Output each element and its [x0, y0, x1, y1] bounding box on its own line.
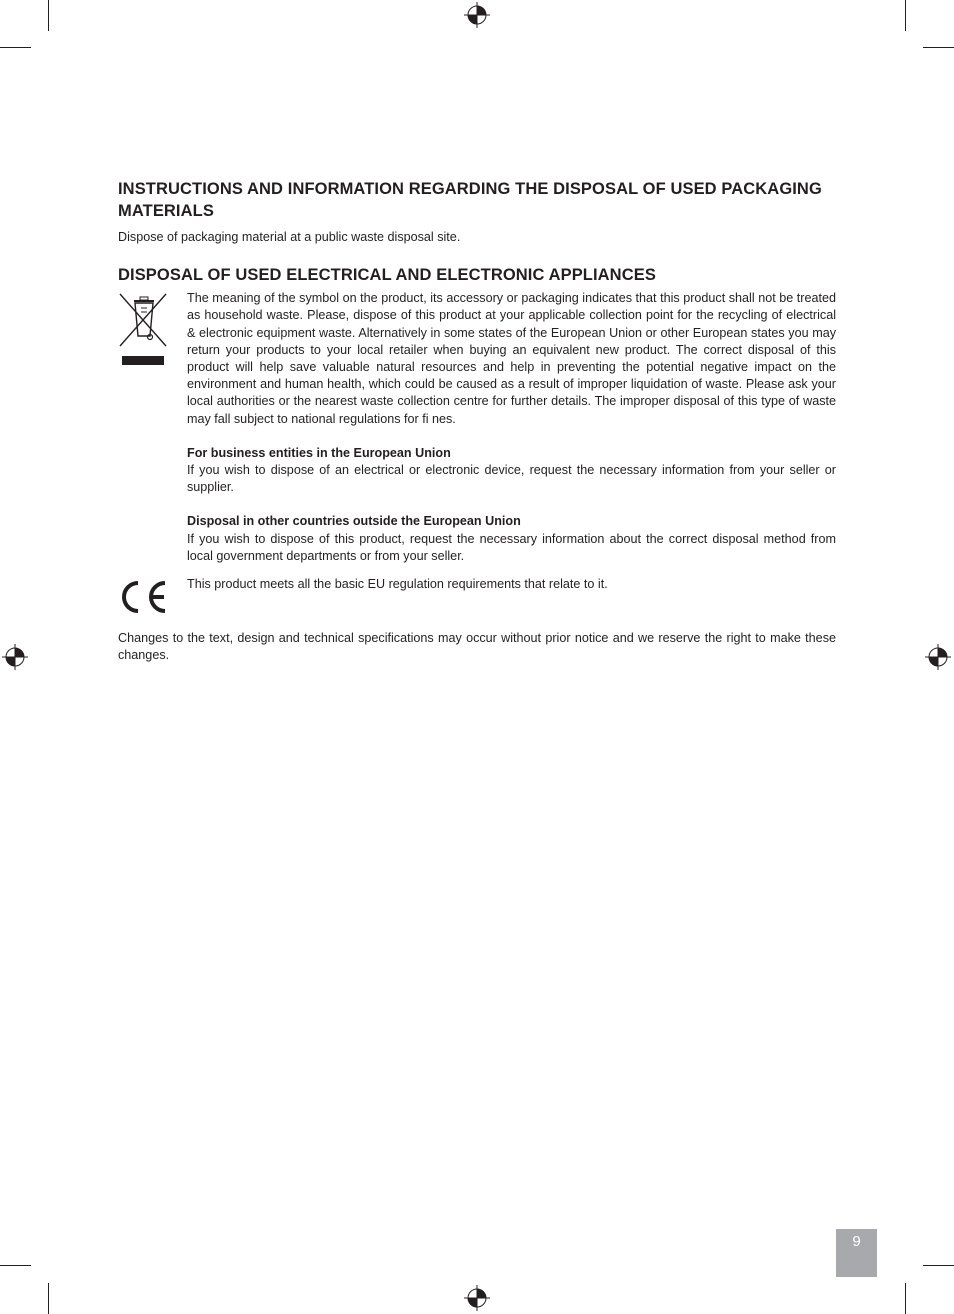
packaging-body: Dispose of packaging material at a public waste disposal site.	[118, 230, 461, 244]
weee-body: The meaning of the symbol on the product, its accessory or packaging indicates that this product shall not be treated as household waste. Please, dispose of this product at your applicable collection point for the recycling of electrical & electronic equipment waste. Alternatively in some states of the European Union or other European states you may return your products to your local retailer when buying an equivalent new product. The correct disposal of this product will help save valuable natural resources and help in preventing the potential negative impact on the environment and human health, which could be caused as a result of improper liquidation of waste. Please ask your local authorities or the nearest waste collection centre for further details. The improper disposal of this type of waste may fall subject to national regulations for ﬁ nes.	[187, 291, 836, 426]
weee-heading: DISPOSAL OF USED ELECTRICAL AND ELECTRONIC APPLIANCES	[118, 266, 656, 285]
packaging-heading: INSTRUCTIONS AND INFORMATION REGARDING THE DISPOSAL OF USED PACKAGING MATERIALS	[118, 180, 822, 220]
crop-mark	[48, 0, 49, 31]
business-entities-subheading: For business entities in the European Union	[187, 445, 451, 460]
business-entities-body: If you wish to dispose of an electrical or electronic device, request the necessary information from your seller or supplier.	[187, 463, 836, 495]
registration-mark-icon	[925, 644, 951, 670]
registration-mark-icon	[2, 644, 28, 670]
crop-mark	[923, 1265, 954, 1266]
ce-block	[118, 576, 836, 620]
crop-mark	[905, 0, 906, 31]
registration-mark-icon	[464, 1285, 490, 1311]
crop-mark	[48, 1283, 49, 1314]
outside-eu-body: If you wish to dispose of this product, request the necessary information about the correct disposal method from local government departments or from your seller.	[187, 531, 836, 563]
crossed-out-wheelie-bin-icon	[118, 292, 168, 368]
page-content	[118, 178, 836, 664]
changes-notice: Changes to the text, design and technical speciﬁcations may occur without prior notice and we reserve the right to make these changes.	[118, 631, 836, 663]
crop-mark	[923, 47, 954, 48]
crop-mark	[0, 47, 31, 48]
weee-block	[118, 290, 836, 565]
outside-eu-subheading: Disposal in other countries outside the European Union	[187, 514, 521, 529]
ce-mark-icon	[118, 580, 168, 614]
crop-mark	[905, 1283, 906, 1314]
ce-statement: This product meets all the basic EU regulation requirements that relate to it.	[187, 577, 608, 592]
registration-mark-icon	[464, 2, 490, 28]
crop-mark	[0, 1265, 31, 1266]
page-number: 9	[836, 1229, 877, 1277]
